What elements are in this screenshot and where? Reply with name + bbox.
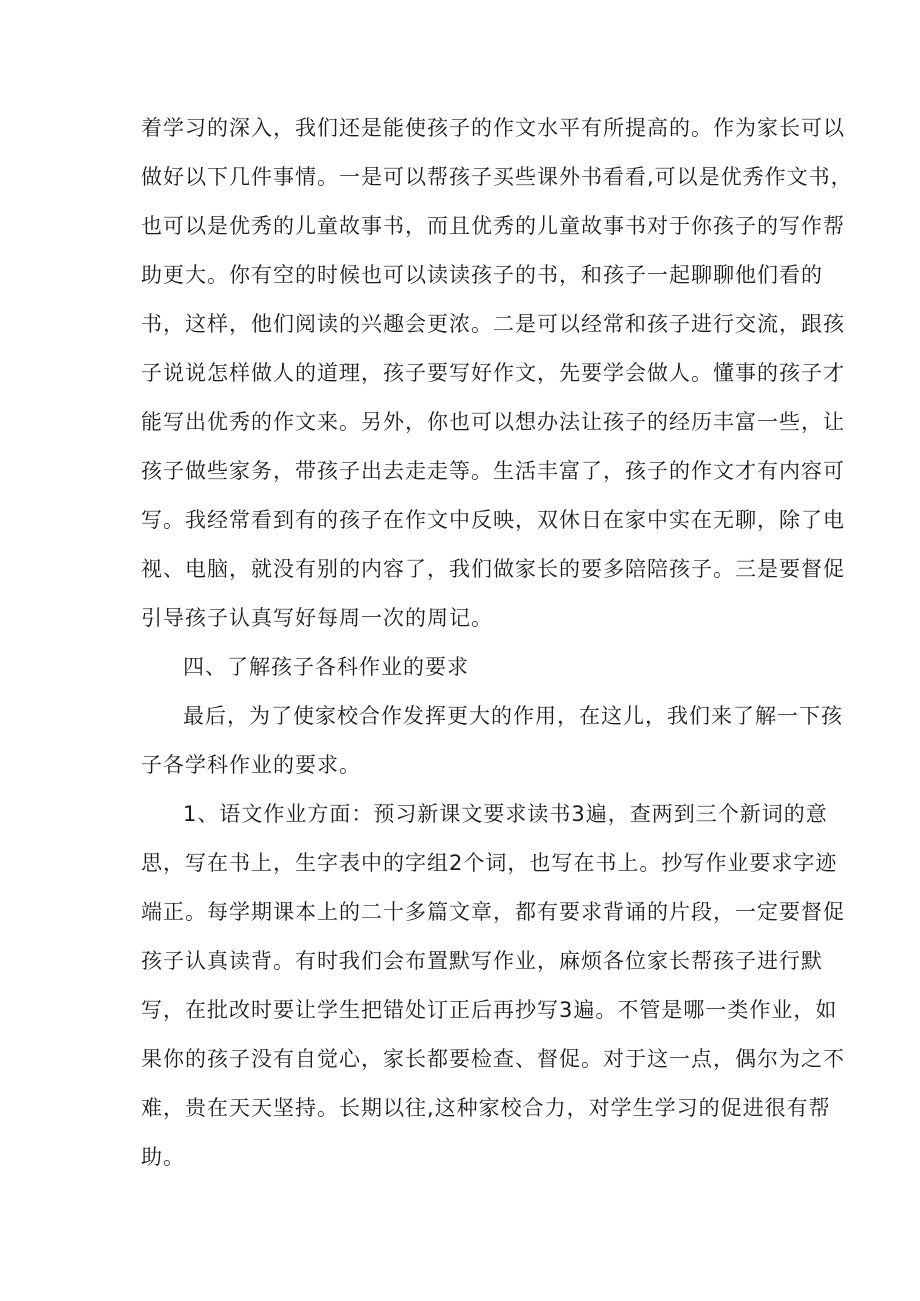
section-heading: 四、了解孩子各科作业的要求 (183, 655, 469, 679)
paragraph-line: 难，贵在天天坚持。长期以往,这种家校合力，对学生学习的促进很有帮 (141, 1096, 831, 1120)
paragraph-line: 子各学科作业的要求。 (141, 753, 361, 777)
paragraph-line: 做好以下几件事情。一是可以帮孩子买些课外书看看,可以是优秀作文书， (141, 165, 853, 189)
paragraph-line: 助。 (141, 1145, 185, 1169)
paragraph-line: 孩子做些家务，带孩子出去走走等。生活丰富了，孩子的作文才有内容可 (141, 459, 845, 483)
paragraph-line: 子说说怎样做人的道理，孩子要写好作文，先要学会做人。懂事的孩子才 (141, 361, 845, 385)
paragraph-line: 助更大。你有空的时候也可以读读孩子的书，和孩子一起聊聊他们看的 (141, 263, 823, 287)
paragraph-line: 写。我经常看到有的孩子在作文中反映，双休日在家中实在无聊，除了电 (141, 508, 845, 532)
paragraph-line: 端正。每学期课本上的二十多篇文章，都有要求背诵的片段，一定要督促 (141, 900, 845, 924)
paragraph-line: 最后，为了使家校合作发挥更大的作用，在这儿，我们来了解一下孩 (183, 704, 843, 728)
paragraph-line: 视、电脑，就没有别的内容了，我们做家长的要多陪陪孩子。三是要督促 (141, 557, 845, 581)
paragraph-line: 书，这样，他们阅读的兴趣会更浓。二是可以经常和孩子进行交流，跟孩 (141, 312, 845, 336)
paragraph-line: 着学习的深入，我们还是能使孩子的作文水平有所提高的。作为家长可以 (141, 116, 845, 140)
paragraph-line: 引导孩子认真写好每周一次的周记。 (141, 606, 493, 630)
paragraph-line: 果你的孩子没有自觉心，家长都要检查、督促。对于这一点，偶尔为之不 (141, 1047, 845, 1071)
paragraph-line: 孩子认真读背。有时我们会布置默写作业，麻烦各位家长帮孩子进行默 (141, 949, 823, 973)
paragraph-line: 1、语文作业方面：预习新课文要求读书3遍，查两到三个新词的意 (183, 802, 828, 826)
paragraph-line: 写，在批改时要让学生把错处订正后再抄写3遍。不管是哪一类作业，如 (141, 998, 838, 1022)
paragraph-line: 思，写在书上，生字表中的字组2个词，也写在书上。抄写作业要求字迹 (141, 851, 838, 875)
paragraph-line: 能写出优秀的作文来。另外，你也可以想办法让孩子的经历丰富一些，让 (141, 410, 845, 434)
paragraph-line: 也可以是优秀的儿童故事书，而且优秀的儿童故事书对于你孩子的写作帮 (141, 214, 845, 238)
